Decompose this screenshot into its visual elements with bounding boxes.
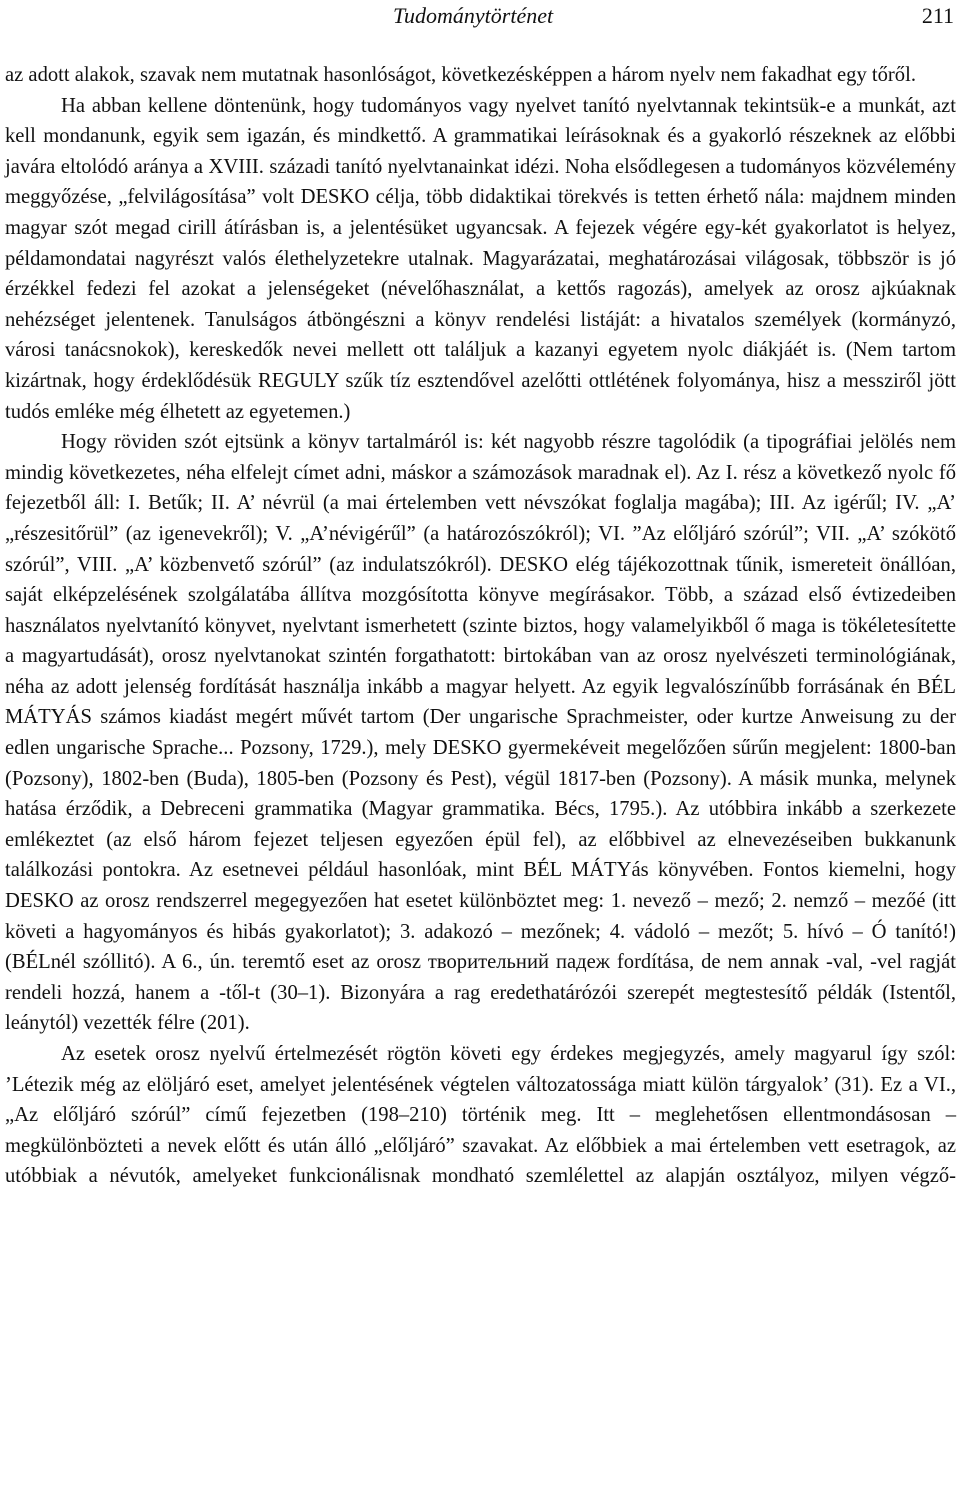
paragraph-1: az adott alakok, szavak nem mutatnak hasonlóságot, következésképpen a három nyelv nem fakadhat egy tőről.: [5, 64, 916, 86]
paragraph-4: Az esetek orosz nyelvű értelmezését rögtön követi egy érdekes megjegyzés, amely magyarul így szól: ’Létezik még az elöljáró eset, amelyet jelentésének végtelen változatossága miatt külön tárgyalok’ (31). Ez a VI., „Az előljáró szórúl” című fejezetben (198–210) történik meg. Itt – meglehetősen ellentmondásosan – megkülönbözteti a nevek előtt és után álló „előljáró” szavakat. Az előbbiek a mai értelemben vett esetragok, az utóbbiak a névutók, amelyeket funkcionálisnak mondható szemlélettel az alapján osztályoz, milyen végző-: [5, 1043, 956, 1188]
paragraph-2: Ha abban kellene döntenünk, hogy tudományos vagy nyelvet tanító nyelvtannak tekintsük-e a munkát, azt kell mondanunk, egyik sem igazán, és mindkettő. A grammatikai leírásoknak és a gyakorló részeknek az előbbi javára eltolódó aránya a XVIII. századi tanító nyelvtanainkat idézi. Noha elsődlegesen a tudományos közvélemény meggyőzése, „felvilágosítása” volt DESKO célja, több didaktikai törekvés is tetten érhető nála: majdnem minden magyar szót megad cirill átírásban is, a jelentésüket ugyancsak. A fejezek végére egy-két gyakorlatot is helyez, példamondatai nagyrészt valós élethelyzetekre utalnak. Magyarázatai, meghatározásai világosak, többször is jó érzékkel fedezi fel azokat a jelenségeket (névelőhasználat, a kettős ragozás), amelyek az orosz ajkúaknak nehézséget jelentenek. Tanulságos átböngészni a könyv rendelési listáját: a hivatalos személyek (kormányzó, városi tanácsnokok), kereskedők nevei mellett ott találjuk a kazanyi egyetem nyolc diákjáét is. (Nem tartom kizártnak, hogy érdeklődésük REGULY szűk tíz esztendővel azelőtti ottlétének folyománya, hisz a messziről jött tudós emléke még élhetett az egyetemen.): [5, 94, 956, 423]
running-title: Tudománytörténet: [393, 3, 554, 28]
paragraph-3: Hogy röviden szót ejtsünk a könyv tartalmáról is: két nagyobb részre tagolódik (a tipográfiai jelölés nem mindig következetes, néha elfelejt címet adni, máskor a számozások maradnak el). Az I. rész a következő nyolc fő fejezetből áll: I. Betűk; II. A’ névrül (a mai értelemben vett névszókat foglalja magába); III. Az igérűl; IV. „A’ „részesitőrül” (az igenevekről); V. „A’névigérűl” (a határozószókról); VI. ”Az előljáró szórúl”; VII. „A’ szókötő szórúl”, VIII. „A’ közbenvető szórúl” (az indulatszókról). DESKO elég tájékozottnak tűnik, ismereteit önállóan, saját elképzelésének szolgálatába állítva mozgósította könyve megírásakor. Több, a század első évtizedeiben használatos nyelvtanító könyvet, nyelvtant ismerhetett (szinte biztos, hogy valamelyikből ő maga is tökéletesítette a magyartudását), orosz nyelvtanokat szintén forgathatott: birtokában van az orosz nyelvészeti terminológiának, néha az adott jelenség fordítását használja inkább a magyar helyett. Az egyik legvalószínűbb forrásának én BÉL MÁTYÁS számos kiadást megért művét tartom (Der ungarische Sprachmeister, oder kurtze Anweisung zu der edlen ungarische Sprache... Pozsony, 1729.), mely DESKO gyermekéveit megelőzően sűrűn megjelent: 1800-ban (Pozsony), 1802-ben (Buda), 1805-ben (Pozsony és Pest), végül 1817-ben (Pozsony). A másik munka, melynek hatása érződik, a Debreceni grammatika (Magyar grammatika. Bécs, 1795.). Az utóbbira inkább a szerkezete emlékeztet (az első három fejezet teljesen egyezően épül fel), az előbbivel az elnevezéseiben bukkanunk találkozási pontokra. Az esetnevei például hasonlóak, mint BÉL MÁTYás könyvében. Fontos kiemelni, hogy DESKO az orosz rendszerrel megegyezően hat esetet különböztet meg: 1. nevező – mező; 2. nemző – mezőé (itt követi a hagyományos és hibás gyakorlatot); 3. adakozó – mezőnek; 4. vádoló – mezőt; 5. hívó – Ó tanító!) (BÉLnél szóllitó). A 6., ún. teremtő eset az orosz творительний падеж fordítása, de nem annak -val, -vel ragját rendeli hozzá, hanem a -től-t (30–1). Bizonyára a rag eredethatárózói szerepét megtestesítő példák (Istentől, leánytól) vezették félre (201).: [5, 431, 956, 1035]
page-number: 211: [921, 3, 954, 28]
body-text: [5, 60, 956, 1192]
running-header: [0, 2, 960, 32]
